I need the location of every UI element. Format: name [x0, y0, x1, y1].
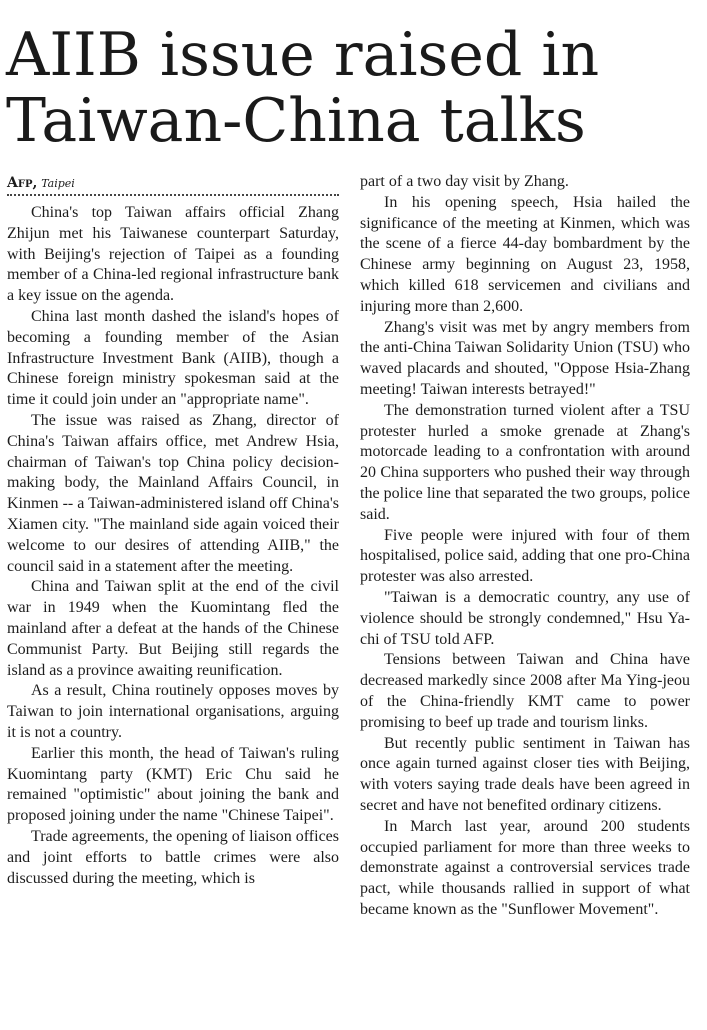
- paragraph: Earlier this month, the head of Taiwan's ruling Kuomintang party (KMT) Eric Chu said he remained "optimistic" about joining the bank and proposed joining under the name "Chinese Taipei".: [7, 744, 339, 825]
- paragraph: "Taiwan is a democratic country, any use of violence should be strongly condemned," Hsu Ya-chi of TSU told AFP.: [360, 588, 690, 648]
- paragraph: Tensions between Taiwan and China have decreased markedly since 2008 after Ma Ying-jeou of the China-friendly KMT came to power promising to beef up trade and tourism links.: [360, 651, 690, 731]
- paragraph: Trade agreements, the opening of liaison offices and joint efforts to battle crimes were also discussed during the meeting, which is: [7, 827, 339, 887]
- byline: [7, 172, 339, 196]
- paragraph-continued: part of a two day visit by Zhang.: [360, 173, 569, 190]
- byline-agency: Afp,: [7, 175, 38, 191]
- headline-line-1: AIIB issue raised in: [6, 20, 600, 90]
- paragraph: In his opening speech, Hsia hailed the significance of the meeting at Kinmen, which was the scene of a fierce 44-day bombardment by the Chinese army beginning on August 23, 1958, which killed 618 servicemen and civilians and injuring more than 2,600.: [360, 193, 690, 315]
- right-column: [360, 172, 690, 921]
- left-column: [7, 172, 339, 889]
- paragraph: The issue was raised as Zhang, director of China's Taiwan affairs office, met Andrew Hsia, chairman of Taiwan's top China policy decision-making body, the Mainland Affairs Council, in Kinmen -- a Taiwan-administered island off China's Xiamen city. "The mainland side again voiced their welcome to our desires of attending AIIB," the council said in a statement after the meeting.: [7, 411, 339, 575]
- paragraph: China last month dashed the island's hopes of becoming a founding member of the Asian Infrastructure Investment Bank (AIIB), though a Chinese foreign ministry spokesman said at the time it could join under an "appropriate name".: [7, 307, 339, 409]
- paragraph: As a result, China routinely opposes moves by Taiwan to join international organisations, arguing it is not a country.: [7, 682, 339, 741]
- paragraph: China and Taiwan split at the end of the civil war in 1949 when the Kuomintang fled the mainland after a defeat at the hands of the Chinese Communist Party. But Beijing still regards the island as a province awaiting reunification.: [7, 578, 339, 679]
- headline-line-2: Taiwan-China talks: [6, 86, 586, 156]
- paragraph: But recently public sentiment in Taiwan has once again turned against closer ties with Beijing, with voters saying trade deals have been agreed in secret and have not benefited ordinary citizens.: [360, 734, 690, 814]
- byline-place: Taipei: [41, 177, 75, 190]
- paragraph: Five people were injured with four of them hospitalised, police said, adding that one pro-China protester was also arrested.: [360, 526, 690, 586]
- headline: [6, 22, 706, 154]
- paragraph: Zhang's visit was met by angry members from the anti-China Taiwan Solidarity Union (TSU) who waved placards and shouted, "Oppose Hsia-Zhang meeting! Taiwan interests betrayed!": [360, 318, 690, 398]
- paragraph: In March last year, around 200 students occupied parliament for more than three weeks to demonstrate against a controversial services trade pact, while thousands rallied in support of what became known as the "Sunflower Movement".: [360, 817, 690, 918]
- paragraph: The demonstration turned violent after a TSU protester hurled a smoke grenade at Zhang's motorcade leading to a confrontation with around 20 China supporters who pushed their way through the police line that separated the two groups, police said.: [360, 401, 690, 523]
- paragraph: China's top Taiwan affairs official Zhang Zhijun met his Taiwanese counterpart Saturday, with Beijing's rejection of Taipei as a founding member of a China-led regional infrastructure bank a key issue on the agenda.: [7, 204, 339, 305]
